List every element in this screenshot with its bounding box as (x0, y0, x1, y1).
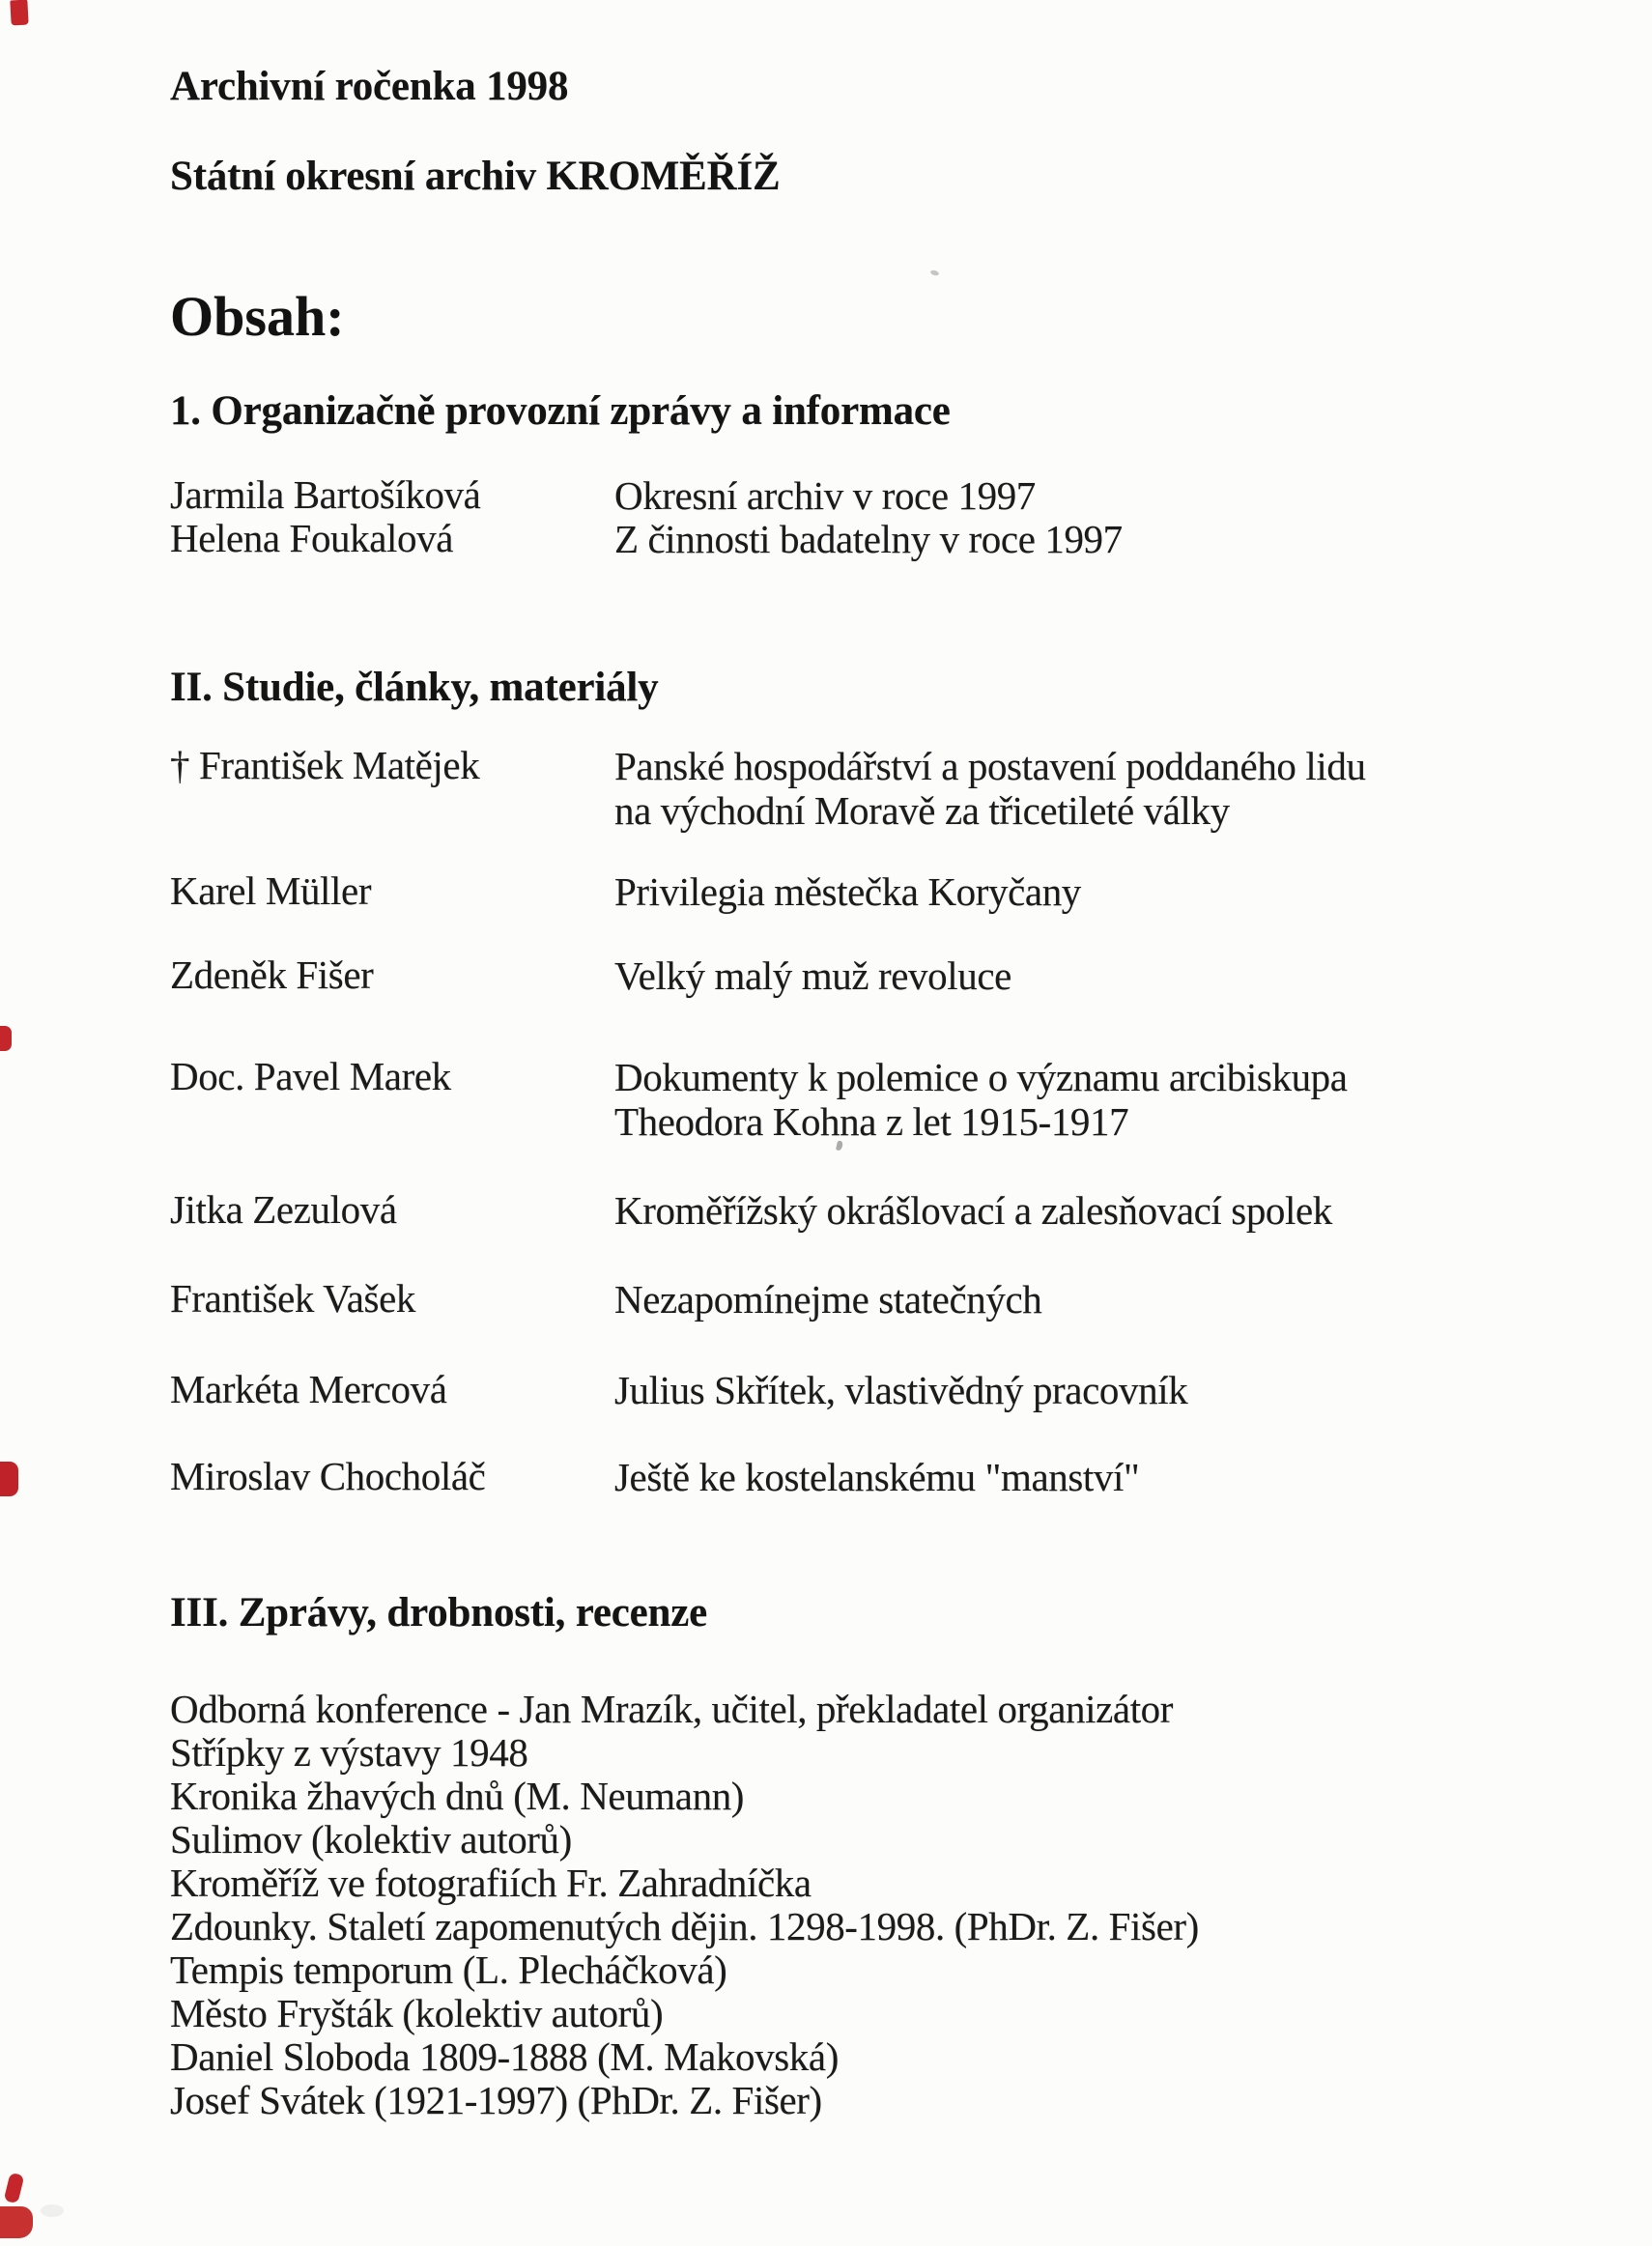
author-name: Markéta Mercová (170, 1367, 447, 1411)
list-item: Odborná konference - Jan Mrazík, učitel, překladatel organizátor (170, 1687, 1174, 1731)
work-title-line: Panské hospodářství a postavení poddaného lidu (614, 744, 1366, 788)
list-item: Střípky z výstavy 1948 (170, 1730, 528, 1775)
work-title-line: Theodora Kohna z let 1915-1917 (614, 1099, 1129, 1144)
list-item: Kroměříž ve fotografiích Fr. Zahradníčka (170, 1861, 812, 1905)
list-item: Město Fryšták (kolektiv autorů) (170, 1991, 664, 2035)
reviews-list (170, 1688, 1199, 2122)
author-name: Karel Müller (170, 868, 372, 913)
work-title-line: Privilegia městečka Koryčany (614, 869, 1081, 914)
work-title (614, 517, 1123, 561)
list-item: Zdounky. Staletí zapomenutých dějin. 1298-1998. (PhDr. Z. Fišer) (170, 1904, 1199, 1948)
work-title (614, 1188, 1332, 1233)
author-name: Miroslav Chocholáč (170, 1454, 486, 1498)
toc-heading: Obsah: (170, 285, 345, 348)
list-item: Kronika žhavých dnů (M. Neumann) (170, 1774, 745, 1818)
work-title-line: Ještě ke kostelanskému "manství" (614, 1455, 1140, 1499)
work-title (614, 1055, 1348, 1144)
scan-speck (929, 270, 939, 277)
document-title-line1: Archivní ročenka 1998 (170, 64, 569, 109)
author-name: František Vašek (170, 1276, 416, 1321)
list-item: Tempis temporum (L. Plecháčková) (170, 1947, 727, 1992)
author-name: Jarmila Bartošíková (170, 472, 481, 517)
section-heading-3: III. Zprávy, drobnosti, recenze (170, 1590, 708, 1635)
author-name: Zdeněk Fišer (170, 952, 374, 997)
red-edge-mark-bottom-2 (0, 2206, 33, 2238)
work-title-line: Nezapomínejme statečných (614, 1277, 1042, 1322)
work-title-line: Dokumenty k polemice o významu arcibiskupa (614, 1055, 1348, 1099)
work-title (614, 869, 1081, 914)
work-title (614, 1455, 1139, 1499)
work-title (614, 953, 1011, 998)
list-item: Sulimov (kolektiv autorů) (170, 1817, 572, 1862)
red-edge-mark-lower (0, 1462, 18, 1496)
author-name: † František Matějek (170, 743, 480, 787)
section-heading-2: II. Studie, články, materiály (170, 665, 659, 710)
red-edge-mark-top (10, 0, 28, 25)
red-edge-mark-bottom-1 (4, 2173, 25, 2204)
work-title (614, 744, 1366, 833)
work-title (614, 473, 1036, 518)
scan-speck (41, 2204, 64, 2217)
red-edge-mark-middle (0, 1026, 12, 1051)
work-title-line: Julius Skřítek, vlastivědný pracovník (614, 1368, 1188, 1412)
work-title-line: Z činnosti badatelny v roce 1997 (614, 517, 1123, 561)
list-item: Daniel Sloboda 1809-1888 (M. Makovská) (170, 2034, 839, 2079)
work-title (614, 1277, 1041, 1322)
work-title-line: Kroměřížský okrášlovací a zalesňovací spolek (614, 1188, 1332, 1233)
document-title-line2: Státní okresní archiv KROMĚŘÍŽ (170, 154, 781, 199)
section-heading-1: 1. Organizačně provozní zprávy a informace (170, 388, 951, 434)
work-title-line: Velký malý muž revoluce (614, 953, 1011, 998)
work-title-line: Okresní archiv v roce 1997 (614, 473, 1036, 518)
author-name: Jitka Zezulová (170, 1187, 397, 1232)
work-title-line: na východní Moravě za třicetileté války (614, 788, 1230, 833)
author-name: Helena Foukalová (170, 516, 454, 560)
work-title (614, 1368, 1187, 1412)
list-item: Josef Svátek (1921-1997) (PhDr. Z. Fišer) (170, 2078, 822, 2122)
author-name: Doc. Pavel Marek (170, 1054, 451, 1098)
